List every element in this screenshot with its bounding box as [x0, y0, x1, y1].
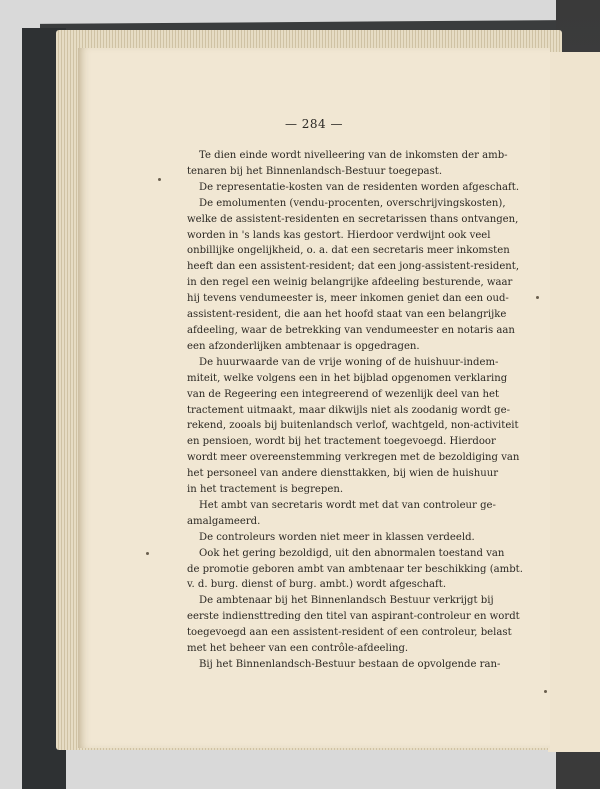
- text-line: tenaren bij het Binnenlandsch-Bestuur toegepast.: [187, 165, 443, 177]
- text-line: Het ambt van secretaris wordt met dat van controleur ge-: [199, 499, 496, 511]
- text-line: tractement uitmaakt, maar dikwijls niet als zoodanig wordt ge-: [187, 404, 510, 416]
- text-line: amalgameerd.: [187, 515, 261, 527]
- text-line: De representatie-kosten van de residenten worden afgeschaft.: [199, 181, 520, 193]
- text-line: een afzonderlijken ambtenaar is opgedragen.: [187, 340, 420, 352]
- text-line: eerste indiensttreding den titel van aspirant-controleur en wordt: [187, 611, 520, 623]
- text-line: van de Regeering een integreerend of wezenlijk deel van het: [187, 388, 500, 400]
- text-line: Bij het Binnenlandsch-Bestuur bestaan de opvolgende ran-: [199, 659, 501, 670]
- text-line: met het beheer van een contrôle-afdeeling.: [187, 643, 409, 655]
- text-line: afdeeling, waar de betrekking van vendumeester en notaris aan: [187, 324, 515, 336]
- text-line: het personeel van andere diensttakken, bij wien de huishuur: [187, 468, 499, 480]
- text-line: De huurwaarde van de vrije woning of de huishuur-indem-: [199, 356, 499, 368]
- text-line: De controleurs worden niet meer in klassen verdeeld.: [199, 531, 475, 543]
- speck: [146, 552, 149, 555]
- text-line: assistent-resident, die aan het hoofd staat van een belangrijke: [187, 309, 507, 321]
- text-line: de promotie geboren ambt van ambtenaar ter beschikking (ambt.: [187, 563, 523, 575]
- facing-page: [548, 52, 600, 752]
- speck: [544, 690, 547, 693]
- text-line: Ook het gering bezoldigd, uit den abnormalen toestand van: [199, 547, 505, 559]
- page-number: — 284 —: [284, 117, 344, 131]
- text-line: in het tractement is begrepen.: [187, 484, 344, 496]
- speck: [158, 178, 161, 181]
- text-line: in den regel een weinig belangrijke afdeeling besturende, waar: [187, 277, 513, 289]
- text-line: welke de assistent-residenten en secretarissen thans ontvangen,: [187, 213, 519, 225]
- text-line: De ambtenaar bij het Binnenlandsch Bestuur verkrijgt bij: [199, 595, 494, 607]
- text-line: en pensioen, wordt bij het tractement toegevoegd. Hierdoor: [187, 436, 496, 448]
- text-line: miteit, welke volgens een in het bijblad opgenomen verklaring: [187, 372, 508, 384]
- page-body-text: [187, 148, 523, 673]
- text-line: Te dien einde wordt nivelleering van de inkomsten der amb-: [199, 150, 508, 161]
- text-line: heeft dan een assistent-resident; dat een jong-assistent-resident,: [187, 261, 520, 273]
- text-line: onbillijke ongelijkheid, o. a. dat een secretaris meer inkomsten: [187, 245, 510, 257]
- text-line: De emolumenten (vendu-procenten, overschrijvingskosten),: [199, 197, 506, 209]
- text-line: toegevoegd aan een assistent-resident of een controleur, belast: [187, 627, 512, 639]
- text-line: v. d. burg. dienst of burg. ambt.) wordt afgeschaft.: [187, 579, 447, 591]
- text-line: wordt meer overeenstemming verkregen met de bezoldiging van: [187, 452, 520, 464]
- text-line: hij tevens vendumeester is, meer inkomen geniet dan een oud-: [187, 293, 509, 305]
- text-line: worden in 's lands kas gestort. Hierdoor verdwijnt ook veel: [187, 229, 491, 241]
- text-line: rekend, zooals bij buitenlandsch verlof, wachtgeld, non-activiteit: [187, 420, 519, 432]
- speck: [536, 296, 539, 299]
